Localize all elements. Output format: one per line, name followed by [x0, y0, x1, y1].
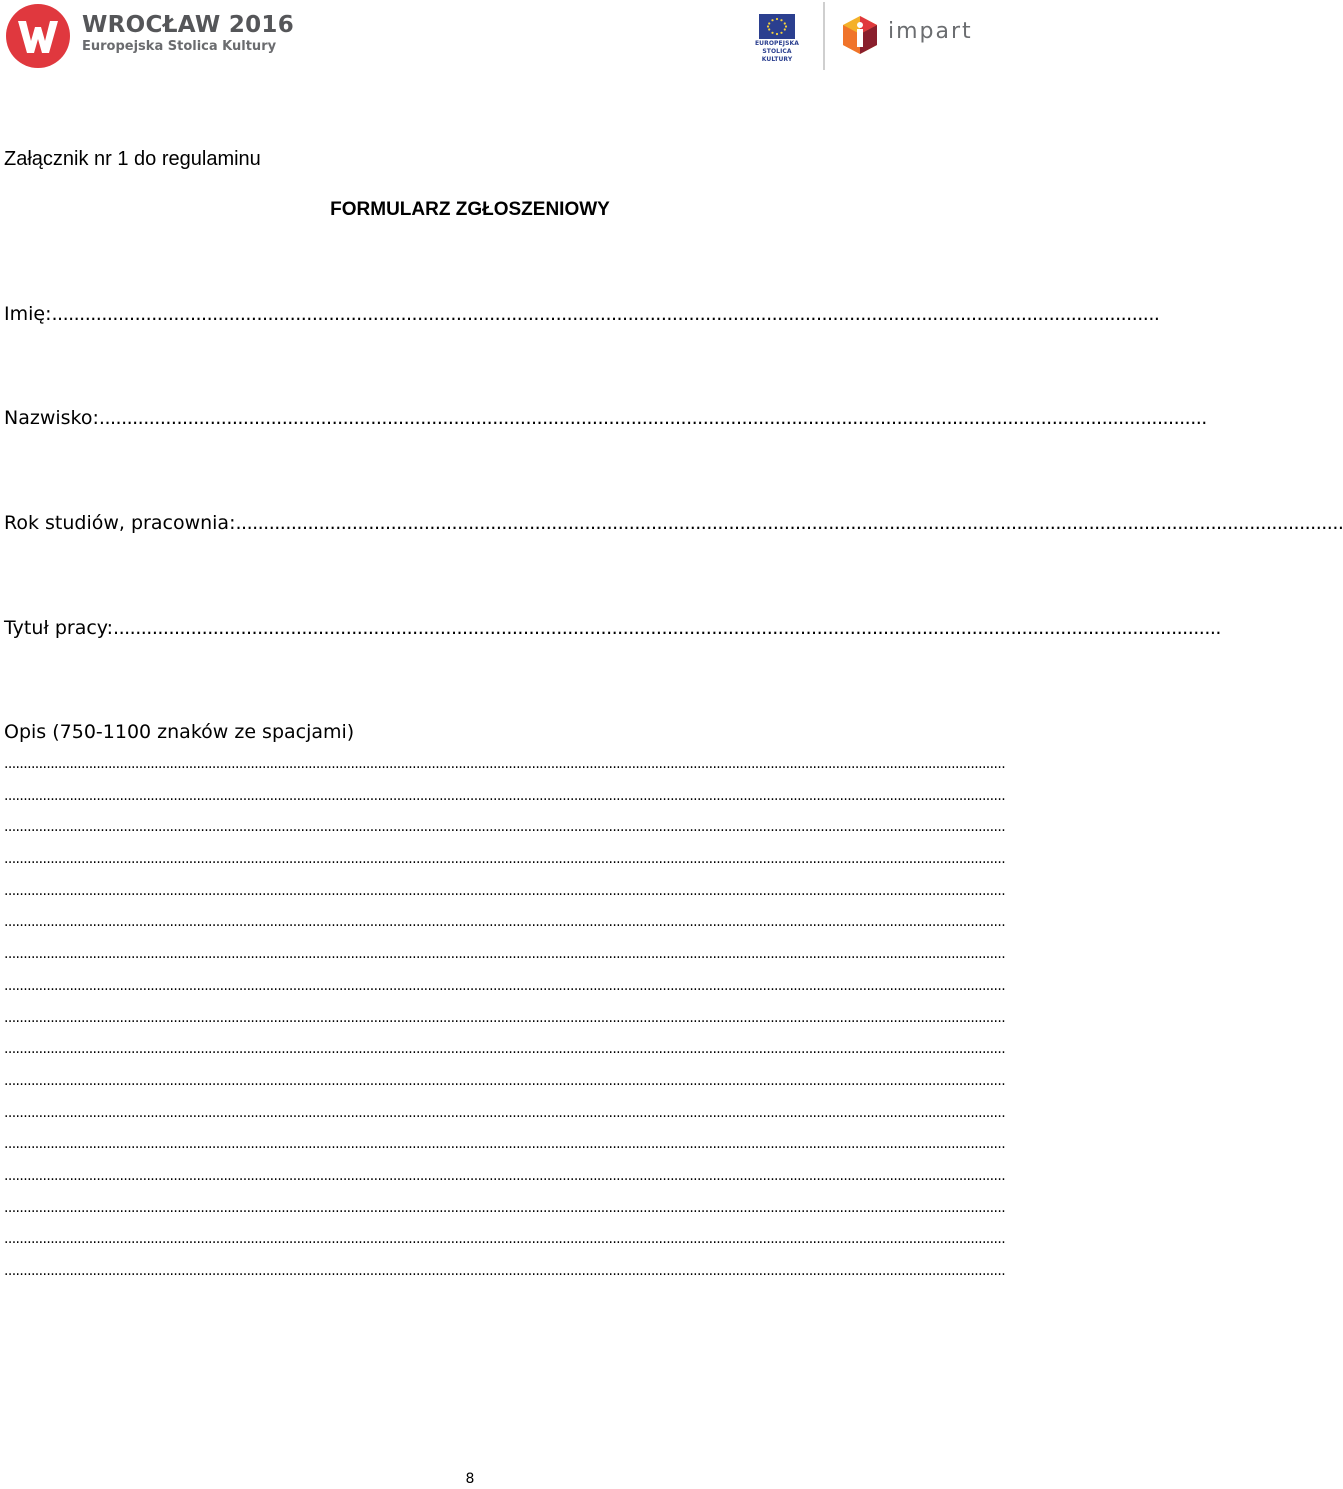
study-year-label: Rok studiów, pracownia:: [4, 512, 236, 534]
description-line[interactable]: ....................................................................................................................................................................................................................................................................: [4, 882, 1006, 899]
study-year-dotted-line[interactable]: ........................................................................................................................................................................................................: [235, 512, 1343, 534]
page-number: 8: [465, 1471, 475, 1487]
attachment-heading: Załącznik nr 1 do regulaminu: [4, 148, 261, 170]
wroclaw-logo-text: [82, 12, 294, 56]
description-line[interactable]: ....................................................................................................................................................................................................................................................................: [4, 1009, 1006, 1026]
eu-logo-text-line1: EUROPEJSKA: [754, 40, 800, 47]
last-name-field[interactable]: [4, 407, 1207, 429]
eu-flag-icon: [759, 14, 795, 39]
description-line[interactable]: ....................................................................................................................................................................................................................................................................: [4, 977, 1006, 994]
study-year-field[interactable]: [4, 512, 1343, 534]
work-title-label: Tytuł pracy:: [4, 617, 114, 639]
description-line[interactable]: ....................................................................................................................................................................................................................................................................: [4, 1231, 1006, 1248]
work-title-field[interactable]: [4, 617, 1221, 639]
eu-logo-text-line2: STOLICA KULTURY: [761, 48, 793, 63]
impart-logo-text: impart: [888, 19, 973, 44]
last-name-dotted-line[interactable]: ........................................................................................................................................................................................................: [98, 407, 1207, 429]
description-line[interactable]: ....................................................................................................................................................................................................................................................................: [4, 1167, 1006, 1184]
description-label: Opis (750-1100 znaków ze spacjami): [4, 721, 355, 743]
description-line[interactable]: ....................................................................................................................................................................................................................................................................: [4, 851, 1006, 868]
description-line[interactable]: ....................................................................................................................................................................................................................................................................: [4, 914, 1006, 931]
description-line[interactable]: ....................................................................................................................................................................................................................................................................: [4, 756, 1006, 772]
wroclaw-logo-title: WROCŁAW 2016: [82, 12, 295, 38]
description-dotted-lines[interactable]: [4, 754, 1006, 1293]
description-line[interactable]: ....................................................................................................................................................................................................................................................................: [4, 1136, 1006, 1153]
description-line[interactable]: ....................................................................................................................................................................................................................................................................: [4, 1199, 1006, 1216]
last-name-label: Nazwisko:: [4, 407, 99, 429]
eu-capital-logo: [746, 14, 808, 63]
description-line[interactable]: ....................................................................................................................................................................................................................................................................: [4, 1104, 1006, 1121]
description-line[interactable]: ....................................................................................................................................................................................................................................................................: [4, 787, 1006, 804]
wroclaw-logo-subtitle: Europejska Stolica Kultury: [82, 39, 277, 54]
work-title-dotted-line[interactable]: ........................................................................................................................................................................................................: [113, 617, 1221, 639]
eu-logo-text: [746, 40, 808, 64]
description-line[interactable]: ....................................................................................................................................................................................................................................................................: [4, 1072, 1006, 1089]
description-line[interactable]: ....................................................................................................................................................................................................................................................................: [4, 819, 1006, 836]
description-line[interactable]: ....................................................................................................................................................................................................................................................................: [4, 946, 1006, 963]
description-line[interactable]: ....................................................................................................................................................................................................................................................................: [4, 1041, 1006, 1058]
first-name-field[interactable]: [4, 303, 1160, 325]
first-name-dotted-line[interactable]: ........................................................................................................................................................................................................: [51, 303, 1160, 325]
wroclaw-logo-icon: [4, 3, 72, 69]
header-divider: [823, 2, 825, 70]
description-line[interactable]: ....................................................................................................................................................................................................................................................................: [4, 1263, 1006, 1279]
impart-logo-icon: [840, 15, 880, 55]
first-name-label: Imię:: [4, 303, 52, 325]
form-title: FORMULARZ ZGŁOSZENIOWY: [330, 199, 610, 220]
